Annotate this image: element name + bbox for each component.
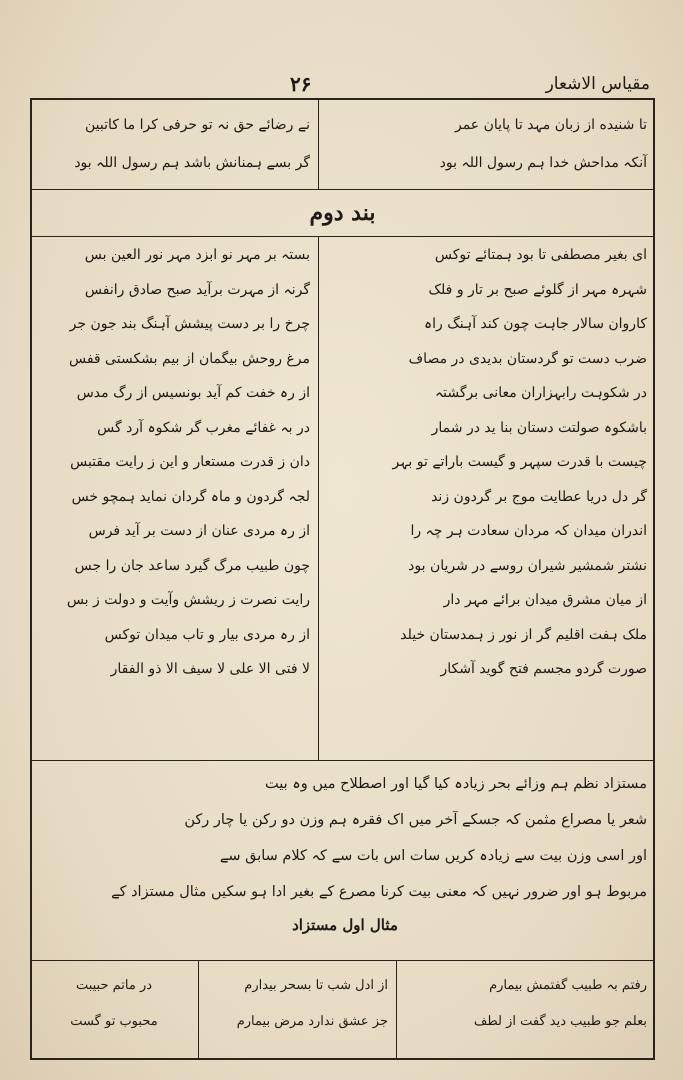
page-number: ۲۶: [290, 72, 312, 96]
left-verse-column: [30, 238, 318, 687]
example-line: رفتم بہ طبیب گفتمش بیمارم: [489, 978, 647, 993]
verse-line: صورت گردو مجسم فتح گوید آشکار: [440, 661, 647, 677]
top-right-verses: [320, 106, 655, 182]
verse-line: شہرہ مہر از گلوئے صبح بر تار و فلک: [428, 281, 647, 298]
note-top-rule: [30, 760, 655, 761]
verse-line: از رہ خفت کم آید بونسیس از رگ مدس: [76, 385, 310, 401]
prose-note: [30, 766, 655, 910]
example-line: جز عشق ندارد مرض بیمارم: [236, 1014, 388, 1029]
section-title: بند دوم: [309, 200, 376, 226]
example-table-top-rule: [30, 960, 655, 961]
verse-line: کاروان سالار جاہت چون کند آہنگ راہ: [423, 316, 647, 332]
example-line: در ماتم حبیبت: [75, 978, 153, 993]
section-title-rule: [30, 236, 655, 237]
verse-line: ای بغیر مصطفی تا بود ہمتائے توکس: [434, 247, 647, 263]
verse-line: از رہ مردی عنان از دست بر آید فرس: [88, 523, 310, 539]
example-table-divider-left: [198, 960, 199, 1060]
verse-line: تا شنیده از زبان مہد تا پایان عمر: [454, 117, 647, 133]
top-box-divider: [318, 98, 319, 190]
verse-line: رایت نصرت ز ریشش وآیت و دولت ز بس: [66, 592, 310, 608]
note-line: اور اسی وزن بیت سے زیادہ کریں سات اس بات سے کہ کلام سابق سے: [219, 848, 647, 864]
verse-line: نے رضائے حق نہ تو حرفی کرا ما کاتبین: [85, 117, 310, 133]
top-left-verses: [30, 106, 318, 182]
verse-line: در شکوہت رابہزاران معانی برگشتہ: [434, 385, 647, 401]
verse-line: اندران میدان کہ مردان سعادت ہر چہ را: [410, 523, 647, 539]
verse-line: چون طبیب مرگ گیرد ساعد جان را جس: [74, 557, 310, 574]
verse-line: چیست با قدرت سپہر و گیست باراتے تو بہر: [392, 454, 647, 470]
verse-line: ملک ہفت اقلیم گر از نور ز ہمدستان خیلد: [400, 626, 647, 643]
example-line: از ادل شب تا بسحر بیدارم: [244, 978, 388, 993]
example-line: بعلم جو طبیب دید گفت از لطف: [473, 1014, 647, 1029]
verse-line: گر بسے ہمنانش باشد ہم رسول اللہ بود: [74, 155, 310, 171]
verse-line: لا فتی الا علی لا سیف الا ذو الفقار: [110, 661, 310, 677]
example-cell-right: [398, 968, 655, 1040]
verse-line: بستہ بر مہر نو ابزد مہر نور العین بس: [84, 247, 310, 263]
example-title: مثال اول مستزاد: [292, 916, 398, 934]
column-divider: [318, 236, 319, 760]
verse-line: از رہ مردی بیار و تاب میدان توکس: [104, 626, 310, 643]
verse-line: مرغ روحش بیگمان از بیم بشکستی قفس: [68, 350, 310, 367]
verse-line: گرنہ از مہرت برآید صبح صادق رانفس: [84, 281, 310, 298]
book-title: مقیاس الاشعار: [545, 74, 650, 94]
verse-line: چرخ را بر دست پیشش آہنگ بند جون جر: [69, 316, 310, 332]
verse-line: آنکہ مداحش خدا ہم رسول اللہ بود: [439, 155, 647, 171]
verse-line: ضرب دست تو گردستان بدیدی در مصاف: [408, 350, 647, 367]
verse-line: دان ز قدرت مستعار و این ز رایت مقتبس: [70, 454, 310, 470]
example-cell-left: [30, 968, 198, 1040]
verse-line: باشکوہ صولتت دستان بنا ید در شمار: [431, 419, 647, 436]
example-line: محبوب تو گست: [70, 1014, 158, 1029]
example-table-divider-right: [396, 960, 397, 1060]
verse-line: نشتر شمشیر شیران روسے در شریان بود: [408, 557, 647, 574]
note-line: مربوط ہو اور ضرور نہیں کہ معنی بیت کرنا مصرع کے بغیر ادا ہو سکیں مثال مستزاد کے: [111, 884, 647, 900]
note-line: شعر یا مصراع مثمن کہ جسکے آخر میں اک فقرہ ہم وزن دو رکن یا چار رکن: [184, 812, 647, 828]
right-verse-column: [320, 238, 655, 687]
note-line: مستزاد نظم ہم وزائے بحر زیادہ کیا گیا اور اصطلاح میں وہ بیت: [265, 776, 647, 792]
verse-line: لجہ گردون و ماہ گردان نماید ہمچو خس: [71, 488, 310, 505]
example-cell-middle: [200, 968, 396, 1040]
verse-line: گر دل دریا عطایت موج بر گردون زند: [431, 488, 647, 505]
verse-line: در بہ غفائے مغرب گر شکوہ آرد گس: [97, 419, 310, 436]
verse-line: از میان مشرق میدان برائے مہر دار: [443, 592, 647, 608]
